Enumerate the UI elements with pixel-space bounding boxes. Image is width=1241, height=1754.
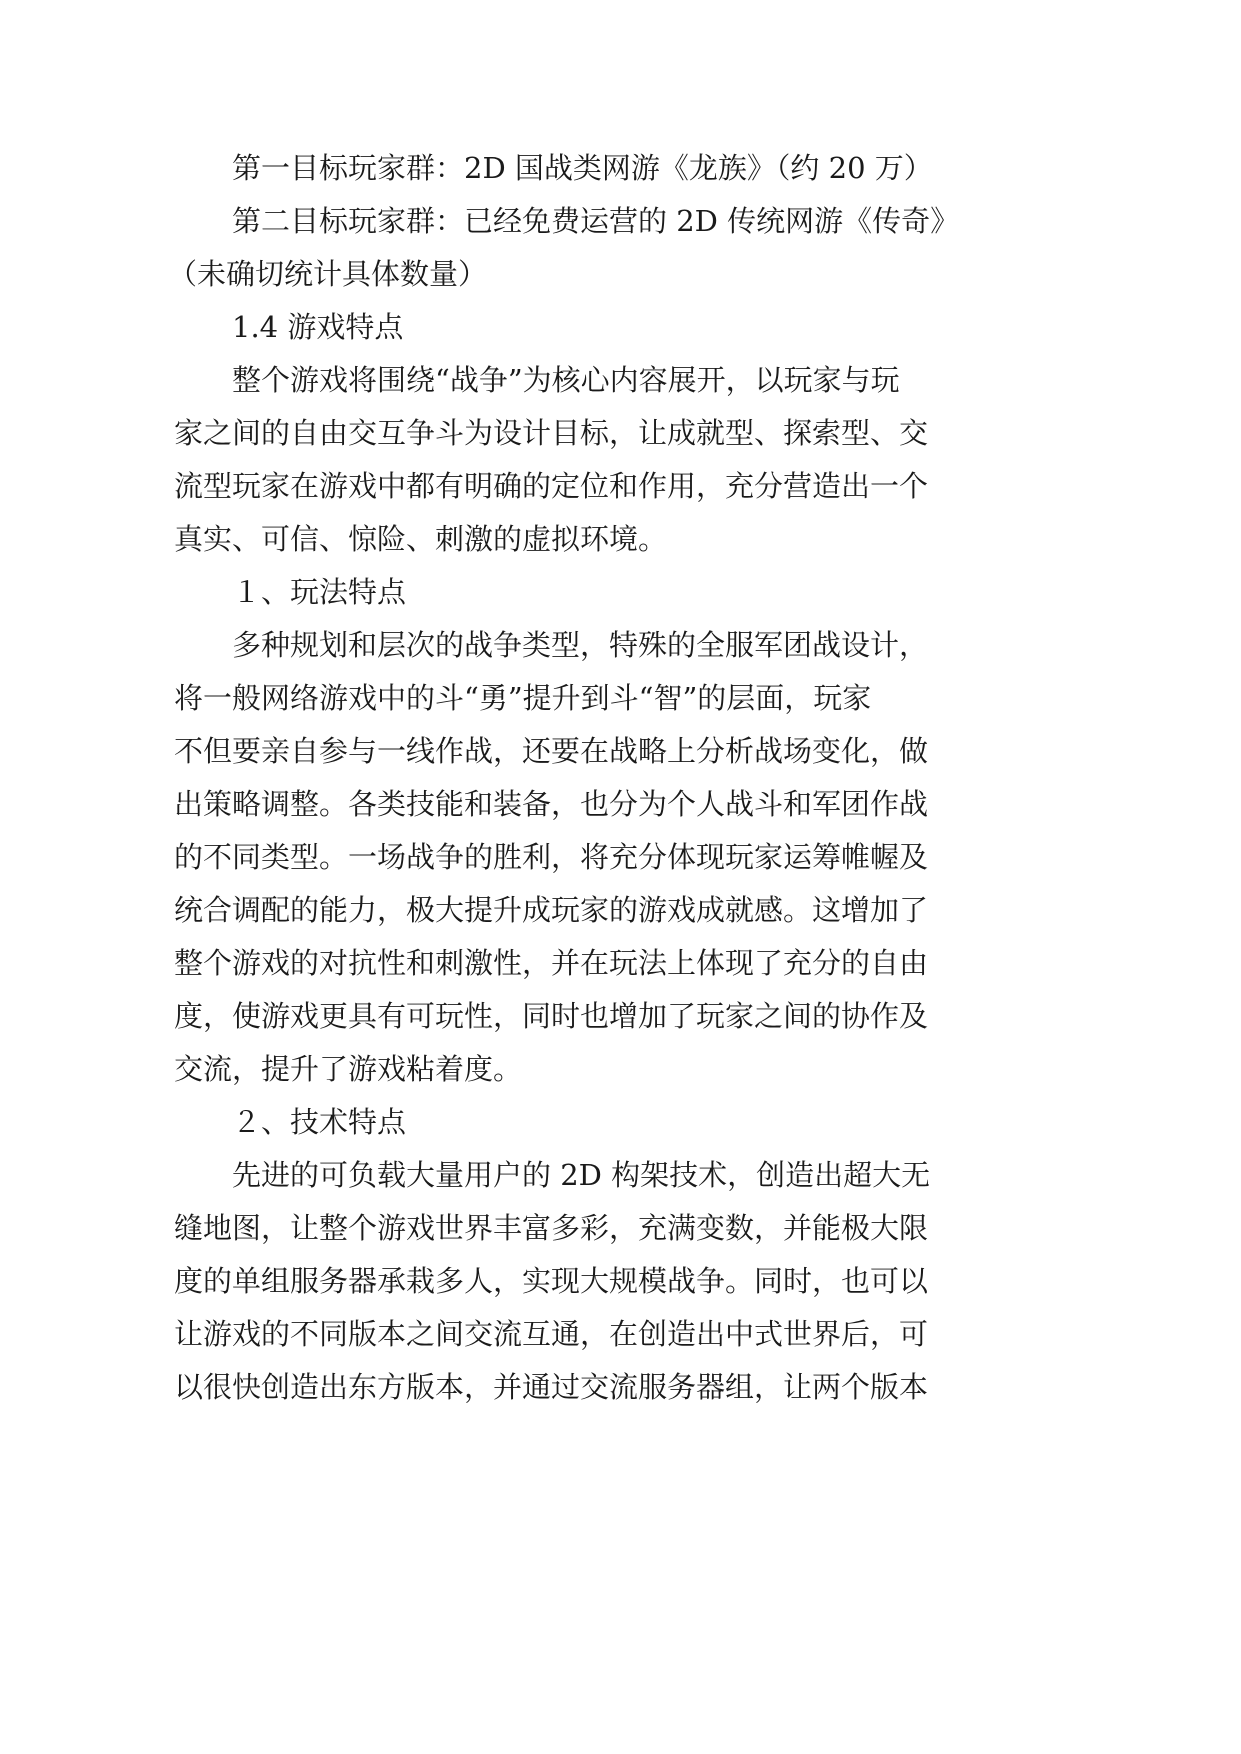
- paragraph-line: 度的单组服务器承栽多人，实现大规模战争。同时，也可以: [174, 1264, 929, 1298]
- paragraph-line: 整个游戏的对抗性和刺激性，并在玩法上体现了充分的自由: [174, 946, 929, 980]
- paragraph-line: 出策略调整。各类技能和装备，也分为个人战斗和军团作战: [174, 787, 929, 821]
- paragraph-line: 交流，提升了游戏粘着度。: [174, 1052, 523, 1086]
- subsection-heading-technology: ２、技术特点: [232, 1105, 407, 1139]
- paragraph-line: 不但要亲自参与一线作战，还要在战略上分析战场变化，做: [174, 734, 929, 768]
- paragraph-line: 以很快创造出东方版本，并通过交流服务器组，让两个版本: [174, 1370, 929, 1404]
- paragraph-line: 多种规划和层次的战争类型，特殊的全服军团战设计，: [232, 628, 929, 662]
- paragraph-line: 先进的可负载大量用户的 2D 构架技术，创造出超大无: [232, 1158, 931, 1192]
- target-group-1-text: 第一目标玩家群：2D 国战类网游《龙族》（约 20 万）: [232, 151, 933, 185]
- subsection-heading-gameplay: １、玩法特点: [232, 575, 407, 609]
- paragraph-line: 度，使游戏更具有可玩性，同时也增加了玩家之间的协作及: [174, 999, 929, 1033]
- paragraph-line: 真实、可信、惊险、刺激的虚拟环境。: [174, 522, 668, 556]
- paragraph-line: 家之间的自由交互争斗为设计目标，让成就型、探索型、交: [174, 416, 929, 450]
- section-heading-1-4: 1.4 游戏特点: [232, 310, 404, 344]
- target-group-2-text-cont: （未确切统计具体数量）: [168, 257, 488, 291]
- paragraph-line: 流型玩家在游戏中都有明确的定位和作用，充分营造出一个: [174, 469, 929, 503]
- paragraph-line: 统合调配的能力，极大提升成玩家的游戏成就感。这增加了: [174, 893, 929, 927]
- target-group-2-text: 第二目标玩家群：已经免费运营的 2D 传统网游《传奇》: [232, 204, 960, 238]
- paragraph-line: 整个游戏将围绕“战争”为核心内容展开，以玩家与玩: [232, 363, 900, 397]
- paragraph-line: 缝地图，让整个游戏世界丰富多彩，充满变数，并能极大限: [174, 1211, 929, 1245]
- paragraph-line: 让游戏的不同版本之间交流互通，在创造出中式世界后，可: [174, 1317, 929, 1351]
- paragraph-line: 将一般网络游戏中的斗“勇”提升到斗“智”的层面，玩家: [174, 681, 872, 715]
- paragraph-line: 的不同类型。一场战争的胜利，将充分体现玩家运筹帷幄及: [174, 840, 929, 874]
